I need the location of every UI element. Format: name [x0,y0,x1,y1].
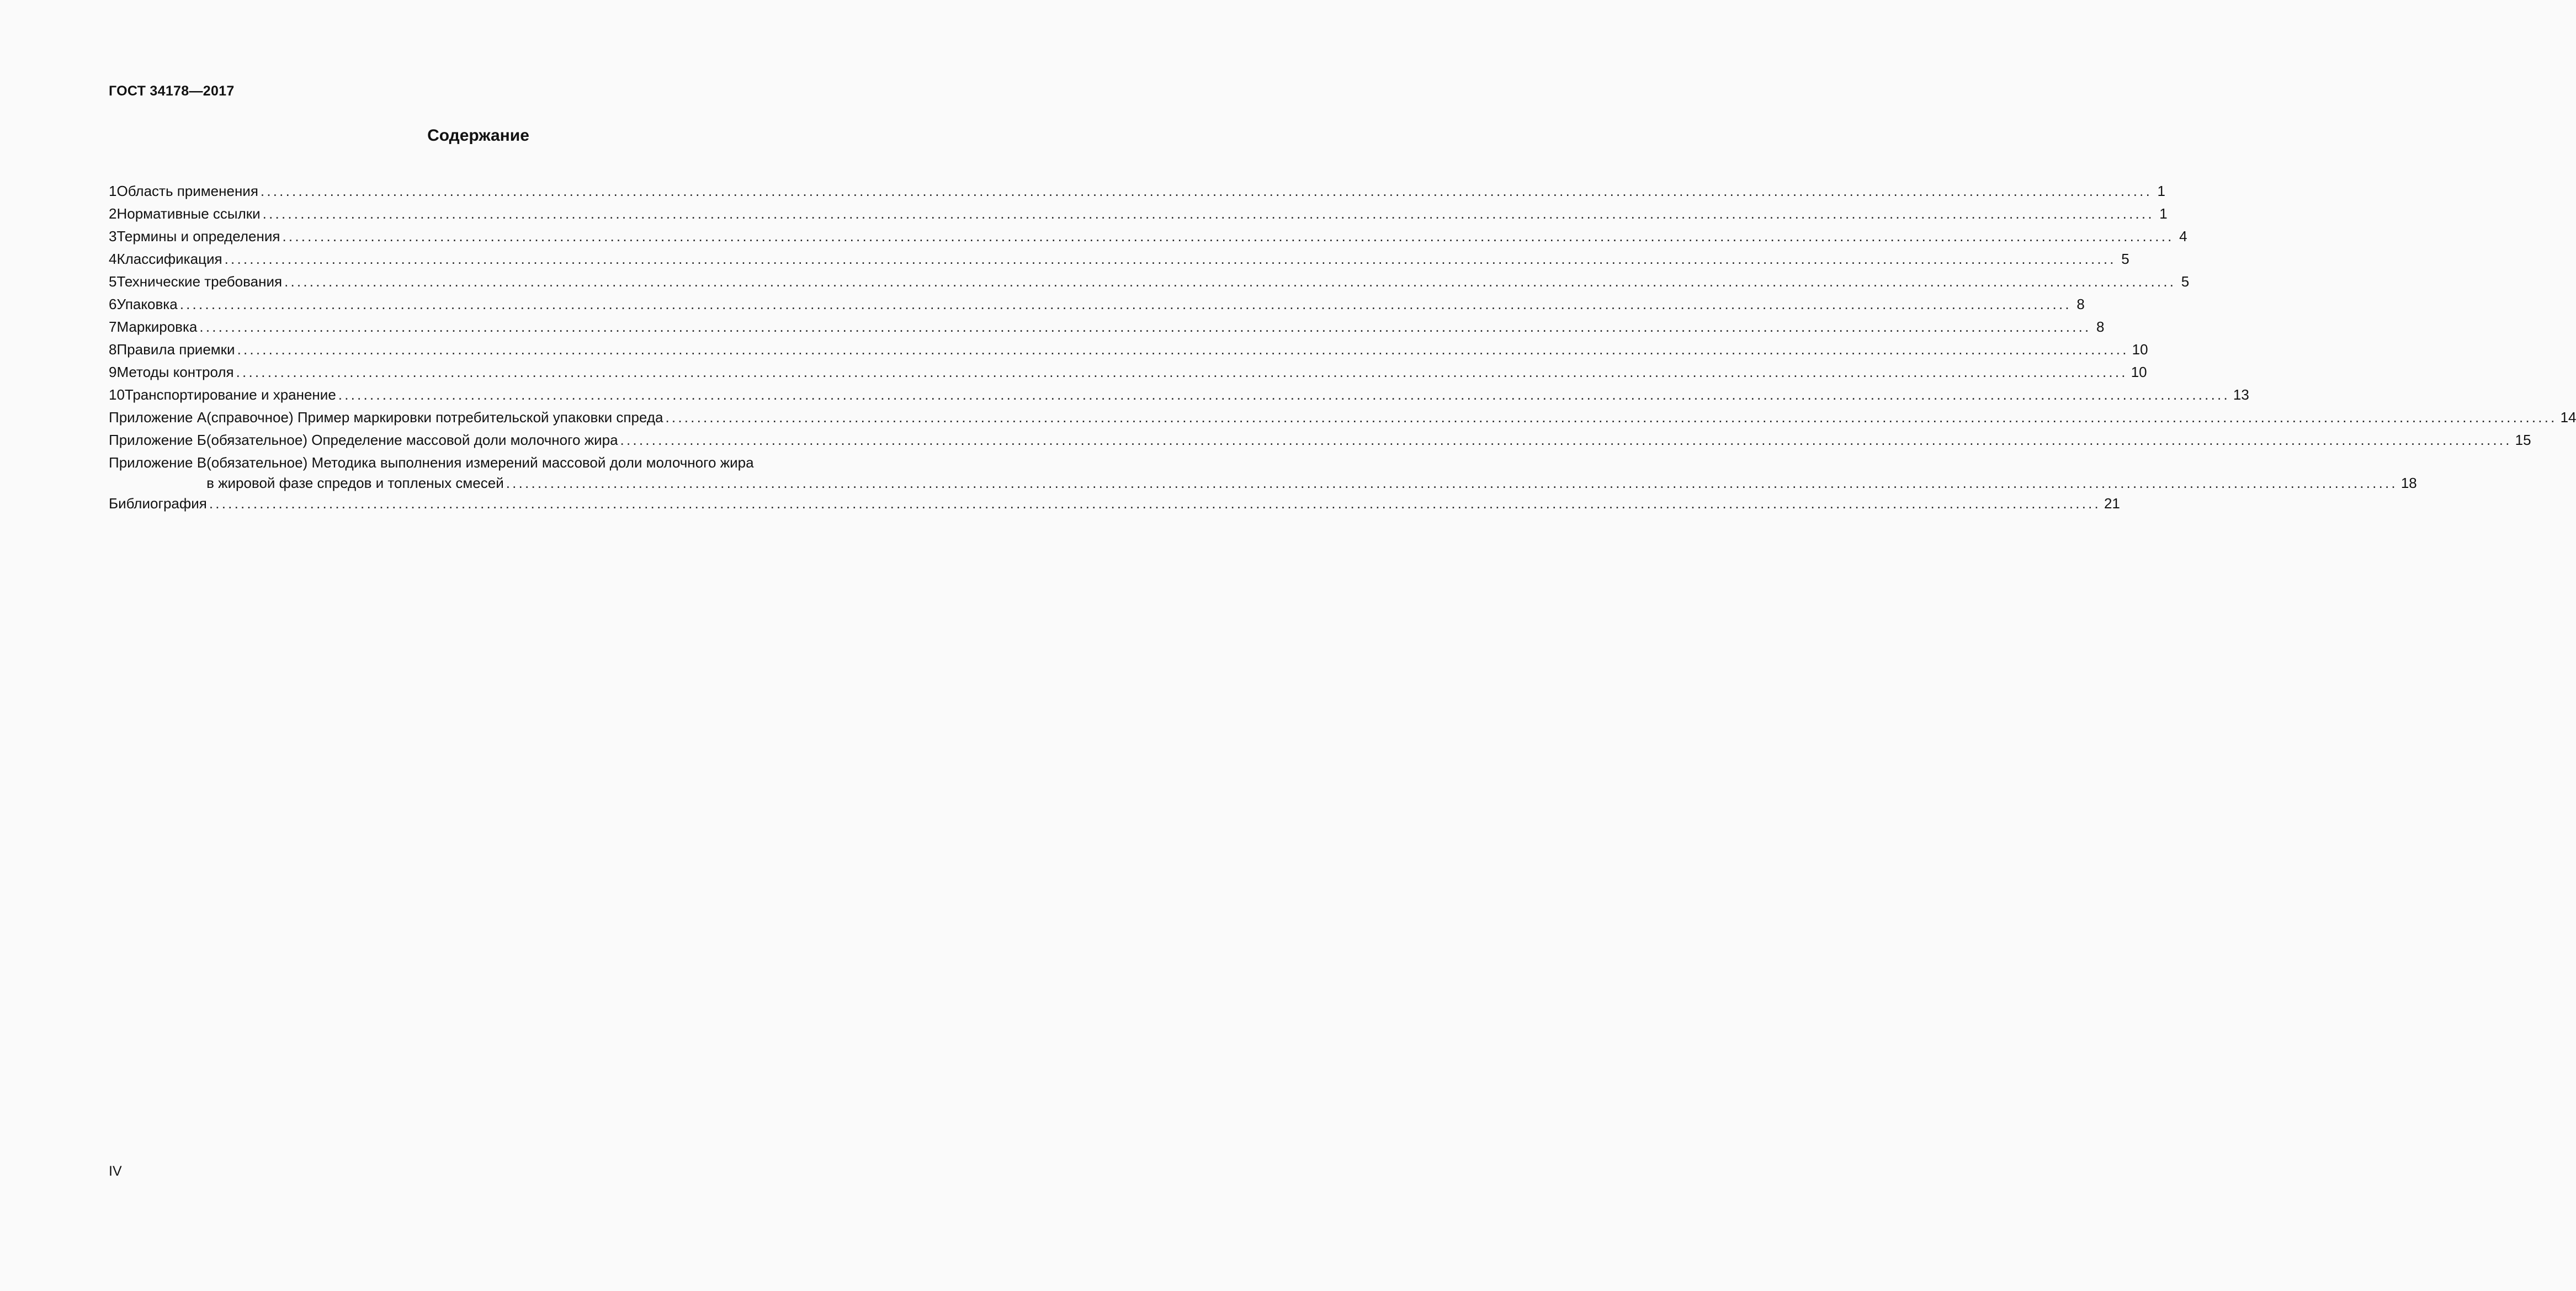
dot-leader: ............................................................................................................................................................................................................................................................................................................ [209,495,2101,512]
toc-entry-page: 8 [2076,296,2085,312]
appendix-designation: Приложение Б [109,432,206,448]
dot-leader: ............................................................................................................................................................................................................................................................................................................ [506,475,2398,491]
dot-leader: ............................................................................................................................................................................................................................................................................................................ [199,318,2091,335]
toc-entry-number: 10 [109,386,125,403]
toc-entry[interactable] [109,361,2147,384]
toc-entry[interactable] [109,180,2165,203]
toc-entry-number: 1 [109,183,117,199]
appendix-title: (обязательное) Методика выполнения измерений массовой доли молочного жира [206,454,754,471]
dot-leader: ............................................................................................................................................................................................................................................................................................................ [260,183,2152,199]
toc-entry-page: 1 [2159,205,2168,222]
toc-entry[interactable] [109,338,2148,361]
toc-entry[interactable] [109,293,2085,316]
dot-leader: ............................................................................................................................................................................................................................................................................................................ [179,296,2072,312]
toc-entry-label: Область применения [116,183,258,199]
toc-entry[interactable] [109,203,2168,225]
toc-entry-page: 10 [2131,364,2147,380]
toc-entry-label: Нормативные ссылки [116,205,261,222]
dot-leader: ............................................................................................................................................................................................................................................................................................................ [262,205,2154,222]
toc-entry[interactable] [109,316,2105,338]
toc-entry-page: 1 [2157,183,2165,199]
toc-entry-label: Правила приемки [116,341,235,358]
page-number: IV [109,1164,122,1179]
toc-entry-label: Транспортирование и хранение [124,386,336,403]
appendix-title: (обязательное) Определение массовой доли молочного жира [206,432,618,448]
toc-appendix-entry[interactable] [109,429,2531,451]
toc-appendix-entry[interactable] [109,451,2417,492]
appendix-title: (справочное) Пример маркировки потребительской упаковки спреда [206,409,663,426]
toc-entry-page: 21 [2104,495,2120,512]
dot-leader: ............................................................................................................................................................................................................................................................................................................ [284,273,2176,290]
toc-entry-page: 14 [2560,409,2576,426]
dot-leader: ............................................................................................................................................................................................................................................................................................................ [665,409,2557,426]
toc-entry[interactable] [109,225,2187,248]
toc-entry-number: 4 [109,251,117,267]
toc-entry[interactable] [109,270,2190,293]
dot-leader: ............................................................................................................................................................................................................................................................................................................ [620,432,2512,448]
toc-entry-label: Маркировка [116,318,198,335]
toc-entry-number: 6 [109,296,117,312]
dot-leader: ............................................................................................................................................................................................................................................................................................................ [224,251,2116,267]
dot-leader: ............................................................................................................................................................................................................................................................................................................ [338,386,2230,403]
toc-entry-label: Методы контроля [116,364,234,380]
appendix-designation: Приложение В [109,454,207,471]
appendix-title-continuation-row [206,474,2417,492]
dot-leader: ............................................................................................................................................................................................................................................................................................................ [236,364,2128,380]
toc-entry-number: 5 [109,273,117,290]
toc-entry-page: 15 [2515,432,2531,448]
toc-entry-page: 4 [2179,228,2187,245]
dot-leader: ............................................................................................................................................................................................................................................................................................................ [237,341,2129,358]
appendix-designation: Приложение А [109,409,207,426]
toc-entry-label: Упаковка [116,296,178,312]
toc-entry-label: Классификация [116,251,222,267]
appendix-title-block [206,451,2417,492]
toc-entry-label: Технические требования [116,273,283,290]
toc-entry-page: 10 [2132,341,2148,358]
toc-entry[interactable] [109,248,2129,270]
toc-entry-page: 13 [2233,386,2249,403]
dot-leader: ............................................................................................................................................................................................................................................................................................................ [282,228,2174,245]
toc-appendix-entry[interactable] [109,406,2576,429]
toc-entry-number: 3 [109,228,117,245]
toc-entry-number: 2 [109,205,117,222]
toc-entry-page: 5 [2121,251,2129,267]
toc-bibliography-entry[interactable] [109,492,2120,515]
toc-entry-number: 7 [109,318,117,335]
page-title: Содержание [427,126,529,145]
toc-entry-page: 18 [2400,475,2417,491]
toc-entry[interactable] [109,384,2249,406]
toc-entry-number: 9 [109,364,117,380]
toc-entry-label: Библиография [109,495,207,512]
toc-entry-label: Термины и определения [116,228,280,245]
appendix-title-continuation: в жировой фазе спредов и топленых смесей [206,475,504,491]
toc-entry-page: 8 [2096,318,2105,335]
document-code: ГОСТ 34178—2017 [109,83,235,99]
toc-entry-page: 5 [2181,273,2190,290]
toc-entry-number: 8 [109,341,117,358]
table-of-contents [109,180,2576,515]
